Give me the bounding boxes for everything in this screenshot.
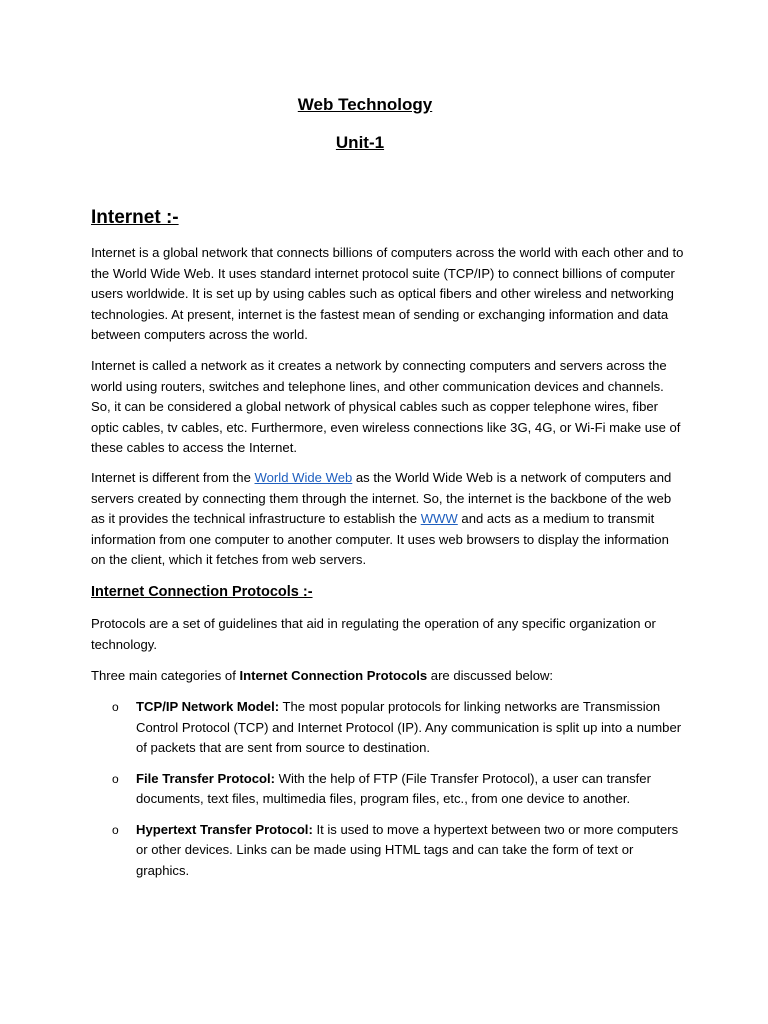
document-subtitle: Unit-1: [335, 133, 385, 152]
paragraph-text: Internet is different from the: [91, 470, 255, 485]
document-title: Web Technology: [297, 95, 433, 114]
section-heading-internet: Internet :-: [91, 207, 179, 228]
circle-bullet-icon: o: [112, 771, 119, 786]
world-wide-web-link[interactable]: World Wide Web: [254, 470, 353, 485]
paragraph-bold-text: Internet Connection Protocols: [239, 668, 428, 683]
paragraph-text: Three main categories of: [91, 668, 240, 683]
paragraph-internet-definition: Internet is a global network that connects billions of computers across the world with each other and to the World Wide Web. It uses standard internet protocol suite (TCP/IP) to connect billions of computer users worldwide. It is set up by using cables such as optical fibers and other wireless and networking technologies. At present, internet is the fastest mean of sending or exchanging information and data between computers across the world.: [91, 245, 684, 342]
list-item-text: With the help of FTP (File Transfer Protocol), a user can transfer documents, text files, multimedia files, program files, etc., from one device to another.: [136, 770, 651, 806]
list-item: [91, 769, 686, 810]
list-item: [91, 820, 686, 882]
paragraph-categories-intro: [91, 666, 686, 687]
list-item: [91, 697, 686, 759]
list-item-term: File Transfer Protocol:: [136, 770, 275, 786]
circle-bullet-icon: o: [112, 822, 119, 837]
section-heading-protocols: Internet Connection Protocols :-: [91, 584, 313, 600]
paragraph-protocols-definition: Protocols are a set of guidelines that aid in regulating the operation of any specific organization or technology.: [91, 616, 656, 652]
paragraph-internet-network: Internet is called a network as it creates a network by connecting computers and servers across the world using routers, switches and telephone lines, and other communication devices and channels. So, it can be considered a global network of physical cables such as copper telephone wires, fiber optic cables, tv cables, etc. Furthermore, even wireless connections like 3G, 4G, or Wi-Fi make use of these cables to access the Internet.: [91, 358, 681, 455]
www-link[interactable]: WWW: [420, 511, 458, 526]
list-item-term: TCP/IP Network Model:: [136, 699, 280, 714]
paragraph-internet-vs-web: [91, 468, 686, 571]
paragraph-text: and acts as a medium to transmit information from one computer to another computer. It uses web browsers to display the information on the client, which it fetches from web servers.: [91, 511, 669, 567]
protocol-list: [91, 697, 686, 891]
paragraph-text: as the World Wide Web is a network of computers and servers created by connecting them through the internet. So, the internet is the backbone of the web as it provides the technical infrastructure to establish the: [91, 470, 672, 526]
list-item-text: It is used to move a hypertext between two or more computers or other devices. Links can be made using HTML tags and can take the form of text or graphics.: [136, 821, 679, 878]
list-item-term: Hypertext Transfer Protocol:: [136, 821, 313, 837]
list-item-text: The most popular protocols for linking networks are Transmission Control Protocol (TCP) and Internet Protocol (IP). Any communication is split up into a number of packets that are sent from source to destination.: [136, 699, 682, 755]
paragraph-text: are discussed below:: [427, 668, 554, 683]
circle-bullet-icon: o: [112, 700, 119, 714]
